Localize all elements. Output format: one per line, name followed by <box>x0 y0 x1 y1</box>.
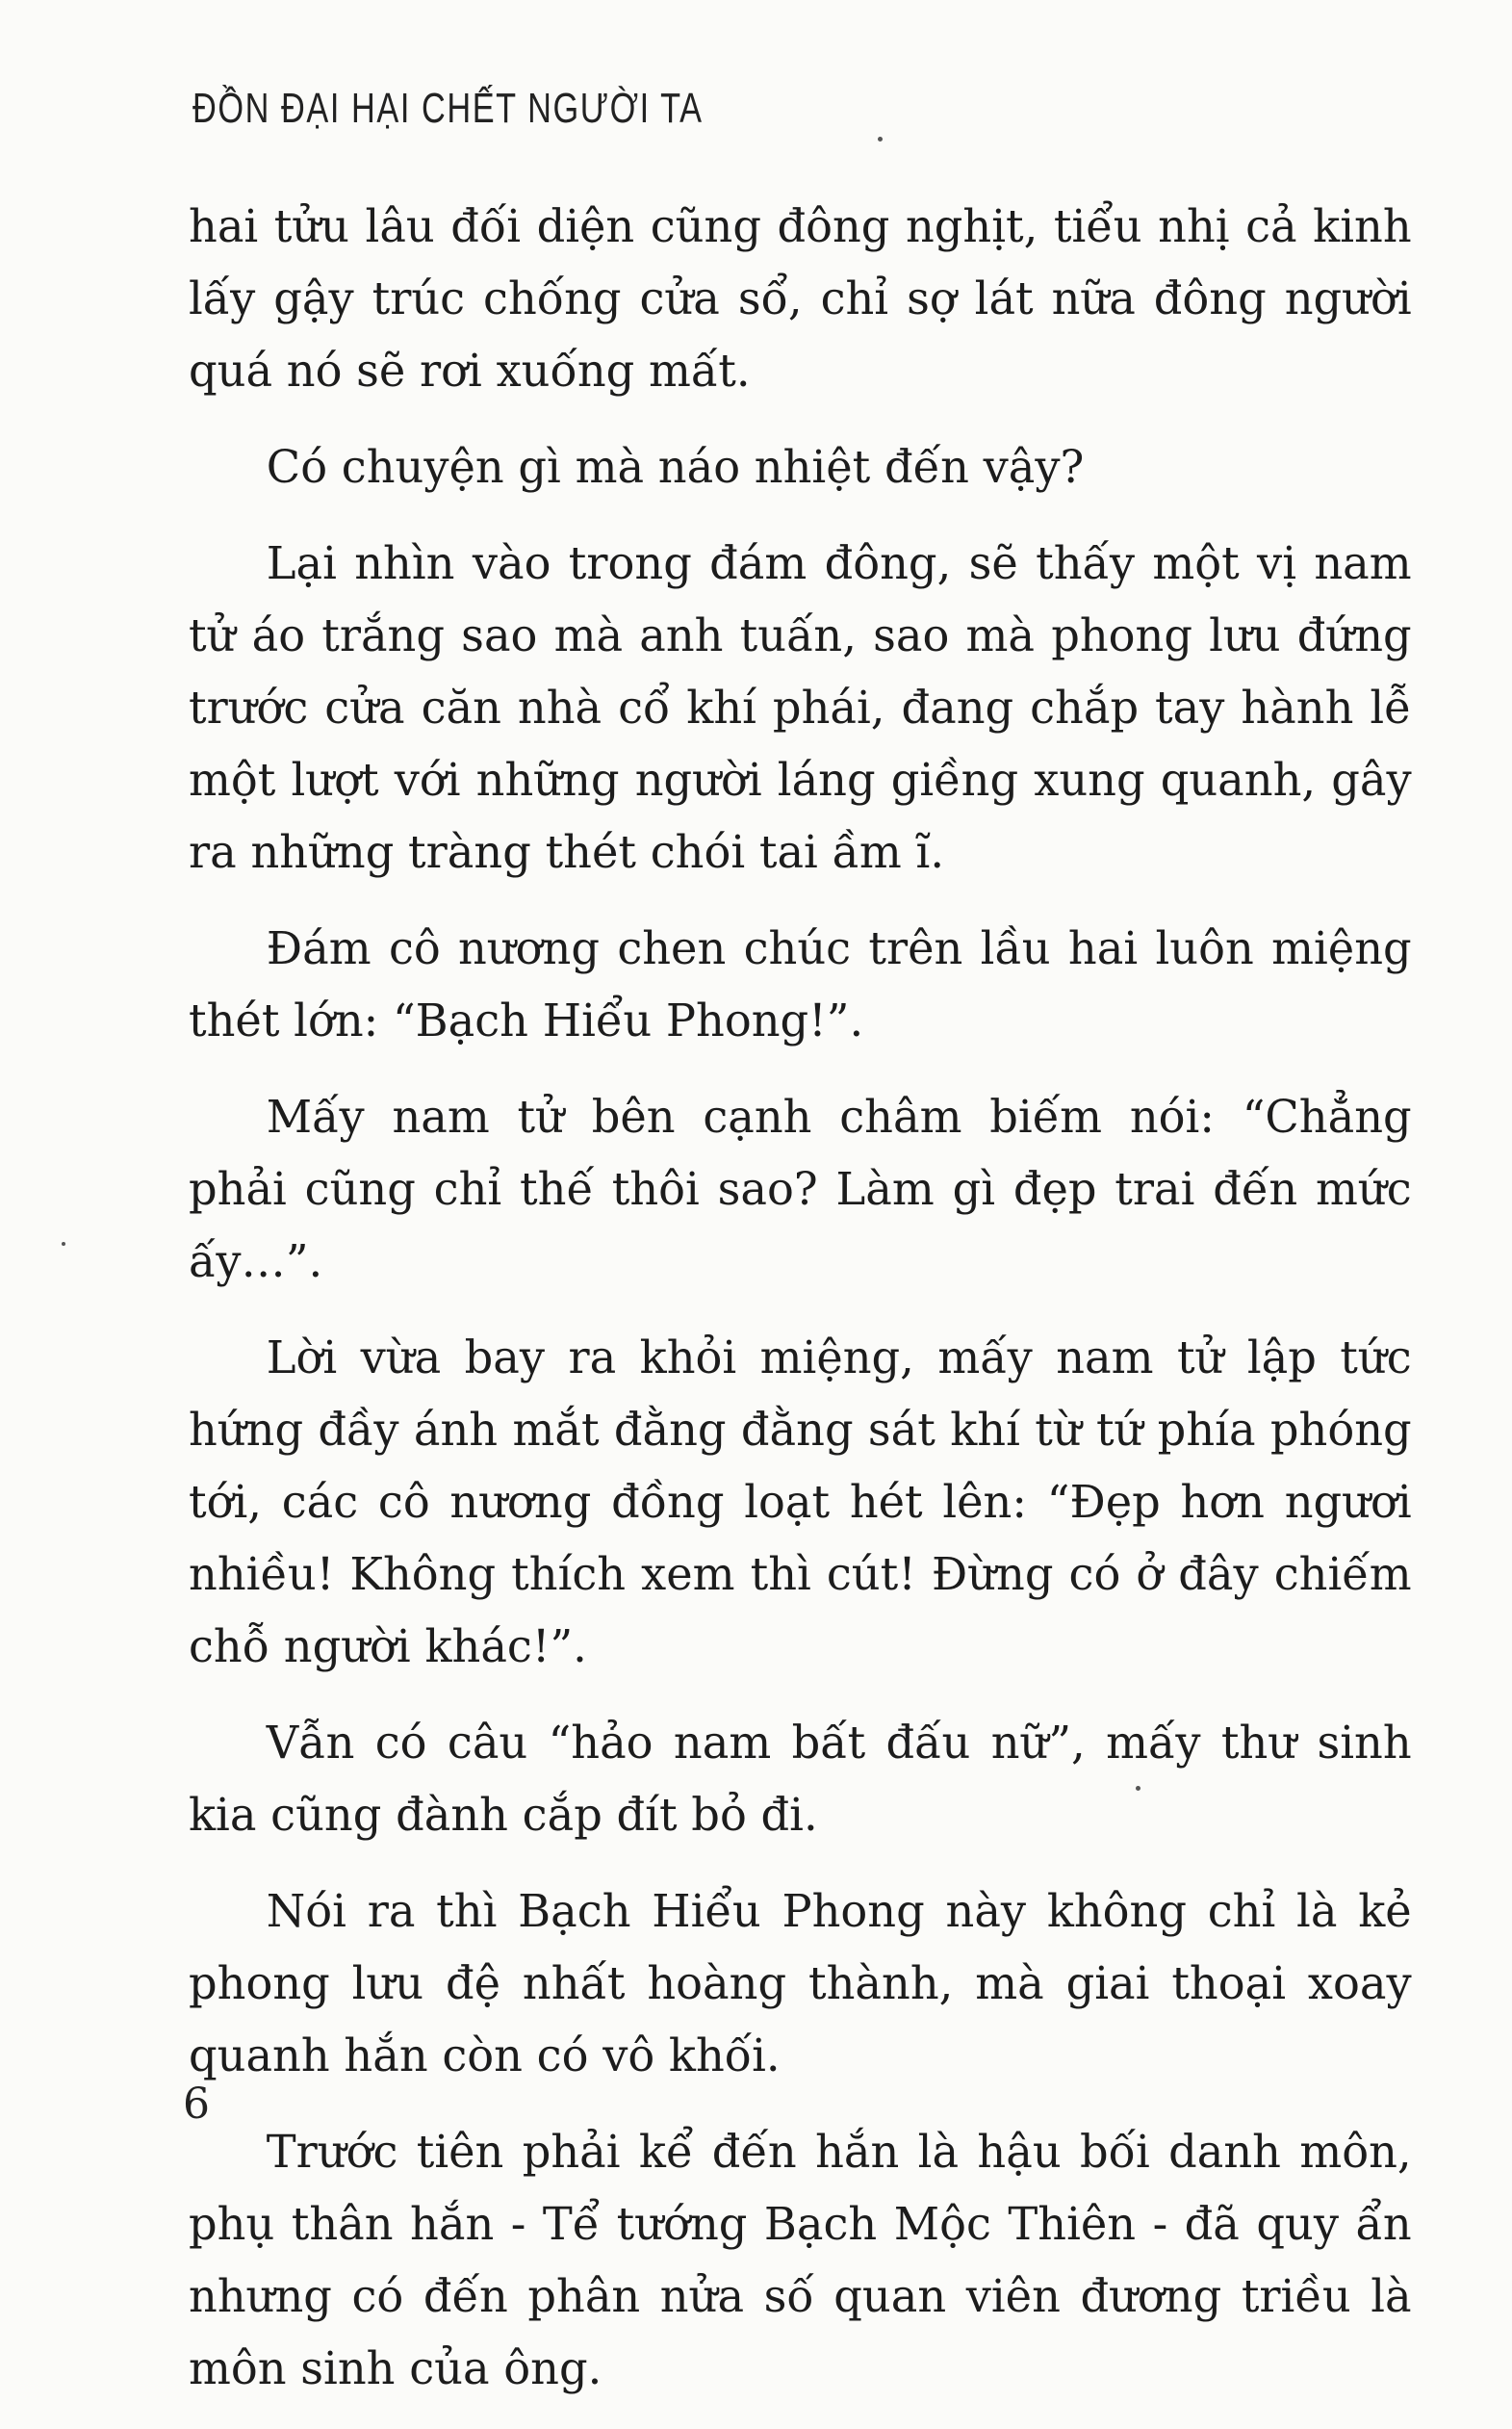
print-speck <box>62 1242 65 1246</box>
paragraph: Trước tiên phải kể đến hắn là hậu bối danh môn, phụ thân hắn - Tể tướng Bạch Mộc Thiên - đã quy ẩn nhưng có đến phân nửa số quan viên đương triều là môn sinh của ông. <box>189 2126 1412 2395</box>
page-number: 6 <box>183 2080 210 2129</box>
print-speck <box>878 137 883 142</box>
paragraph: Có chuyện gì mà náo nhiệt đến vậy? <box>266 441 1085 494</box>
paragraph: Mấy nam tử bên cạnh châm biếm nói: “Chẳng phải cũng chỉ thế thôi sao? Làm gì đẹp trai đến mức ấy…”. <box>189 1091 1412 1288</box>
paragraph: Lại nhìn vào trong đám đông, sẽ thấy một vị nam tử áo trắng sao mà anh tuấn, sao mà phong lưu đứng trước cửa căn nhà cổ khí phái, đang chắp tay hành lễ một lượt với những người láng giềng xung quanh, gây ra những tràng thét chói tai ầm ĩ. <box>189 537 1412 879</box>
paragraph: Lời vừa bay ra khỏi miệng, mấy nam tử lập tức hứng đầy ánh mắt đằng đằng sát khí từ tứ phía phóng tới, các cô nương đồng loạt hét lên: “Đẹp hơn ngươi nhiều! Không thích xem thì cút! Đừng có ở đây chiếm chỗ người khác!”. <box>189 1331 1412 1673</box>
running-header-title: ĐỒN ĐẠI HẠI CHẾT NGƯỜI TA <box>192 85 704 132</box>
print-speck <box>1136 1786 1140 1791</box>
body-text <box>189 191 1430 2429</box>
paragraph: Đám cô nương chen chúc trên lầu hai luôn miệng thét lớn: “Bạch Hiểu Phong!”. <box>189 922 1412 1047</box>
paragraph-continued: hai tửu lâu đối diện cũng đông nghịt, tiểu nhị cả kinh lấy gậy trúc chống cửa sổ, chỉ sợ lát nữa đông người quá nó sẽ rơi xuống mất. <box>189 200 1412 398</box>
paragraph: Vẫn có câu “hảo nam bất đấu nữ”, mấy thư sinh kia cũng đành cắp đít bỏ đi. <box>189 1717 1412 1842</box>
paragraph: Nói ra thì Bạch Hiểu Phong này không chỉ là kẻ phong lưu đệ nhất hoàng thành, mà giai thoại xoay quanh hắn còn có vô khối. <box>189 1885 1412 2082</box>
